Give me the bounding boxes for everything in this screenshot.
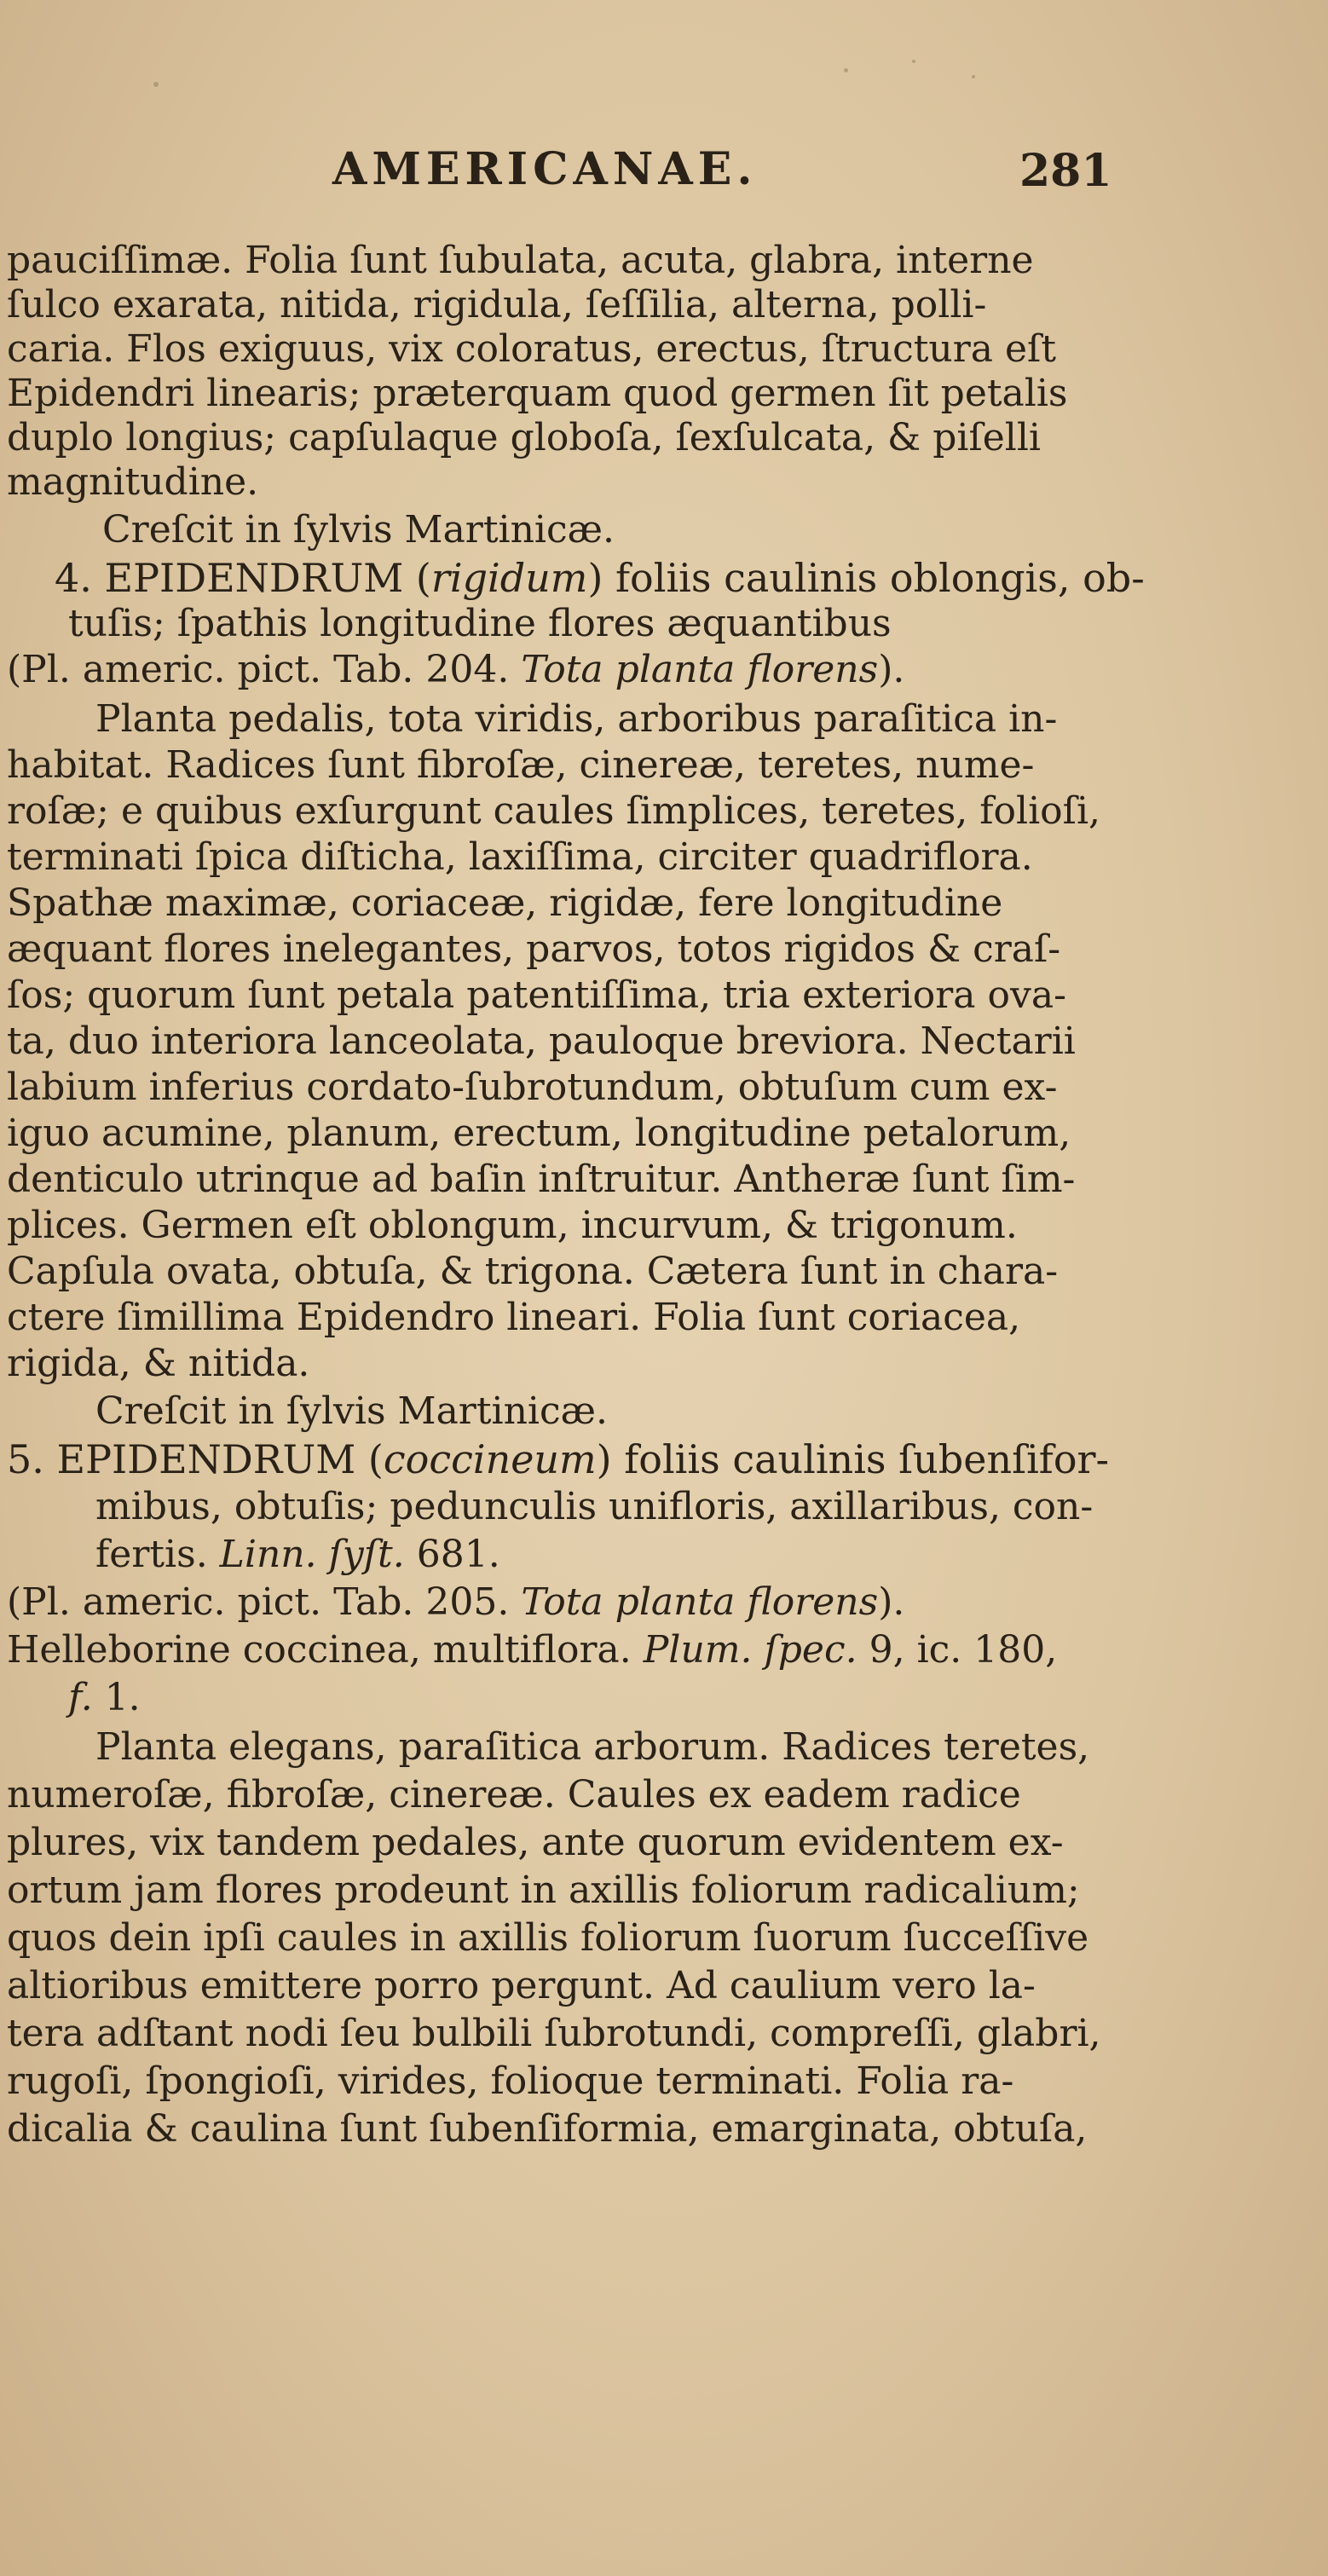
text-line: labium inferius cordato-ſubrotundum, obtuſum cum ex-: [7, 1066, 1058, 1109]
heading-post: ) foliis caulinis ſubenſifor-: [596, 1436, 1110, 1482]
species-heading: [55, 556, 1145, 600]
text-line: Planta pedalis, tota viridis, arboribus paraſitica in-: [95, 697, 1058, 741]
page-header: [0, 143, 1328, 211]
ref-post: ).: [878, 1580, 905, 1624]
text-line: ſos; quorum ſunt petala patentiſſima, tria exteriora ova-: [7, 973, 1066, 1017]
heading-pre: 4. EPIDENDRUM (: [55, 555, 431, 601]
text-line: ſulco exarata, nitida, rigidula, ſeſſilia, alterna, polli-: [7, 283, 987, 326]
text-line: magnitudine.: [7, 460, 259, 504]
heading-post: ) foliis caulinis oblongis, ob-: [587, 555, 1145, 601]
ref-italic: Plum. ſpec.: [643, 1628, 857, 1672]
page-number: 281: [1019, 145, 1112, 197]
text-line: altioribus emittere porro pergunt. Ad caulium vero la-: [7, 1964, 1036, 2007]
ref-post: 1.: [92, 1676, 141, 1719]
text-line: quos dein ipſi caules in axillis foliorum ſuorum ſucceſſive: [7, 1916, 1089, 1960]
paper-speck: [972, 75, 975, 78]
ref-italic: Linn. ſyſt.: [219, 1533, 405, 1576]
ref-post: ).: [878, 648, 905, 691]
text-line: iguo acumine, planum, erectum, longitudine petalorum,: [7, 1112, 1071, 1155]
text-line: Creſcit in ſylvis Martinicæ.: [95, 1389, 608, 1433]
ref-pre: fertis.: [95, 1533, 220, 1576]
text-line: plices. Germen eſt oblongum, incurvum, & trigonum.: [7, 1204, 1018, 1247]
text-line: ta, duo interiora lanceolata, pauloque breviora. Nectarii: [7, 1019, 1076, 1063]
paper-speck: [844, 68, 848, 72]
text-line: habitat. Radices ſunt fibroſæ, cinereæ, teretes, nume-: [7, 743, 1035, 787]
species-epithet: coccineum: [383, 1436, 597, 1482]
ref-post: 9, ic. 180,: [857, 1628, 1058, 1672]
text-line: roſæ; e quibus exſurgunt caules ſimplices, teretes, folioſi,: [7, 789, 1101, 833]
heading-pre: 5. EPIDENDRUM (: [7, 1436, 384, 1482]
text-line: numeroſæ, fibroſæ, cinereæ. Caules ex eadem radice: [7, 1773, 1021, 1816]
text-line: ortum jam flores prodeunt in axillis foliorum radicalium;: [7, 1868, 1080, 1912]
text-line: Planta elegans, paraſitica arborum. Radices teretes,: [95, 1725, 1090, 1769]
ref-post: 681.: [404, 1533, 500, 1576]
ref-pre: (Pl. americ. pict. Tab. 204.: [7, 648, 522, 691]
ref-pre: Helleborine coccinea, multiflora.: [7, 1628, 644, 1672]
text-line: duplo longius; capſulaque globoſa, ſexſulcata, & piſelli: [7, 416, 1041, 459]
synonym-reference: [95, 1533, 500, 1577]
text-line: rigida, & nitida.: [7, 1342, 310, 1385]
ref-italic: Tota planta florens: [521, 648, 879, 691]
text-line: tuſis; ſpathis longitudine flores æquantibus: [68, 602, 892, 645]
text-line: caria. Flos exiguus, vix coloratus, erectus, ſtructura eſt: [7, 327, 1057, 371]
synonym-reference: [7, 1628, 1057, 1672]
ref-italic: f.: [68, 1676, 93, 1719]
text-line: Epidendri linearis; præterquam quod germen ſit petalis: [7, 372, 1068, 415]
ref-italic: Tota planta florens: [521, 1580, 879, 1624]
species-heading: [7, 1437, 1109, 1481]
text-line: rugoſi, ſpongioſi, virides, folioque terminati. Folia ra-: [7, 2059, 1014, 2103]
paper-speck: [153, 82, 159, 87]
text-line: plures, vix tandem pedales, ante quorum evidentem ex-: [7, 1821, 1064, 1864]
text-line: Spathæ maximæ, coriaceæ, rigidæ, fere longitudine: [7, 881, 1003, 925]
text-line: ctere ſimillima Epidendro lineari. Folia ſunt coriacea,: [7, 1296, 1021, 1339]
text-line: pauciſſimæ. Folia ſunt ſubulata, acuta, glabra, interne: [7, 239, 1034, 282]
text-line: denticulo utrinque ad baſin inſtruitur. Antheræ ſunt ſim-: [7, 1158, 1076, 1201]
text-line: tera adſtant nodi ſeu bulbili ſubrotundi, compreſſi, glabri,: [7, 2012, 1101, 2055]
synonym-reference: [68, 1676, 141, 1720]
text-line: terminati ſpica diſticha, laxiſſima, circiter quadriflora.: [7, 835, 1033, 879]
text-line: æquant flores inelegantes, parvos, totos rigidos & craſ-: [7, 927, 1061, 971]
ref-pre: (Pl. americ. pict. Tab. 205.: [7, 1580, 522, 1624]
text-line: dicalia & caulina ſunt ſubenſiformia, emarginata, obtuſa,: [7, 2107, 1088, 2151]
plate-reference: [7, 648, 904, 692]
text-line: mibus, obtuſis; pedunculis unifloris, axillaribus, con-: [95, 1485, 1094, 1528]
running-head: AMERICANAE.: [332, 143, 758, 195]
species-epithet: rigidum: [430, 555, 588, 601]
plate-reference: [7, 1580, 904, 1625]
text-line: Creſcit in ſylvis Martinicæ.: [102, 508, 615, 552]
text-line: Capſula ovata, obtuſa, & trigona. Cætera ſunt in chara-: [7, 1250, 1059, 1293]
paper-speck: [912, 60, 915, 63]
